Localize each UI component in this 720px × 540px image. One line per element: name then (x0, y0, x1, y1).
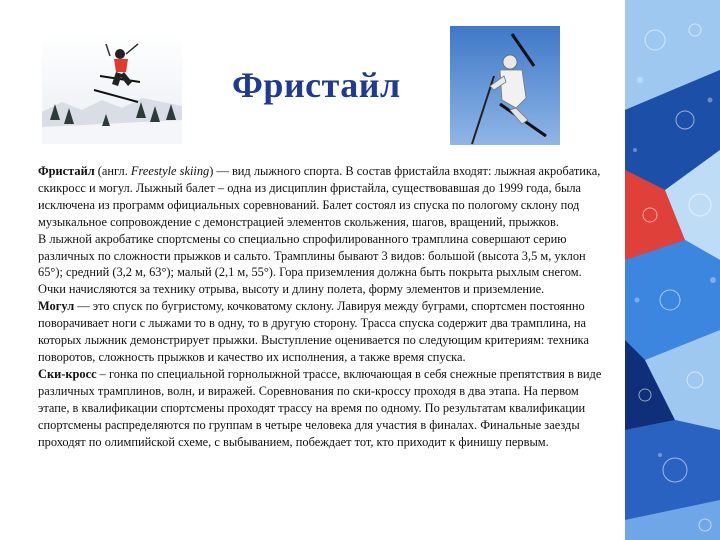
skier-jump-photo (42, 32, 182, 144)
mogul-text: — это спуск по бугристому, кочковатому склону. Лавируя между буграми, спортсмен постоянно поворачивает ноги с лыжами то в одну, то в другую сторону. Трасса спуска содержит два трамплина, на которых лыжник демонстрирует прыжки. Выступление оценивается по следующим критериям: техника поворотов, сложность прыжков и качество их исполнения, а также время спуска. (38, 299, 589, 364)
intro-pre-italic: (англ. (94, 164, 131, 178)
term-mogul: Могул (38, 299, 75, 314)
term-skicross: Ски-кросс (38, 366, 97, 381)
page-title: Фристайл (232, 65, 401, 105)
intro-text: ) — вид лыжного спорта. В состав фристайла входят: лыжная акробатика, скикросс и могул. Лыжный балет – одна из дисциплин фристайла, существовавшая до 1999 года, была исключена из программ официальных соревнований. Балет состоял из спуска по пологому склону под музыкальное сопровождение с демонстрацией элементов скольжения, шагов, вращений, прыжков. (38, 164, 601, 229)
intro-paragraph (38, 163, 610, 231)
term-freestyle: Фристайл (38, 164, 95, 178)
aerial-skier-photo (450, 26, 560, 145)
acrobatics-paragraph: В лыжной акробатике спортсмены со специально спрофилированного трамплина совершают серию различных по сложности прыжков и сальто. Трамплины бывают 3 видов: большой (высота 3,5 м, уклон 65°); средний (3,2 м, 63°); малый (2,1 м, 55°). Гора приземления должна быть покрыта рыхлым снегом. Очки начисляются за технику отрыва, высоту и длину полета, форму элементов и приземление. (38, 231, 586, 297)
skicross-text: – гонка по специальной горнолыжной трассе, включающая в себя снежные препятствия в виде различных трамплинов, волн, и виражей. Соревнования по ски-кроссу проходя в два этапа. На первом этапе, в квалификации спортсмены проходят трассу на время по одному. По результатам квалификации спортсмены распределяются по группам в четыре человека для участия в финалах. Финальные заезды проходят по олимпийской схеме, с выбыванием, побеждает тот, кто приходит к финишу первым. (38, 366, 602, 449)
mogul-paragraph (38, 298, 610, 366)
decorative-pattern-strip (625, 0, 720, 540)
article-body (38, 163, 610, 450)
skicross-paragraph (38, 366, 610, 451)
intro-english-term: Freestyle skiing (130, 164, 210, 178)
